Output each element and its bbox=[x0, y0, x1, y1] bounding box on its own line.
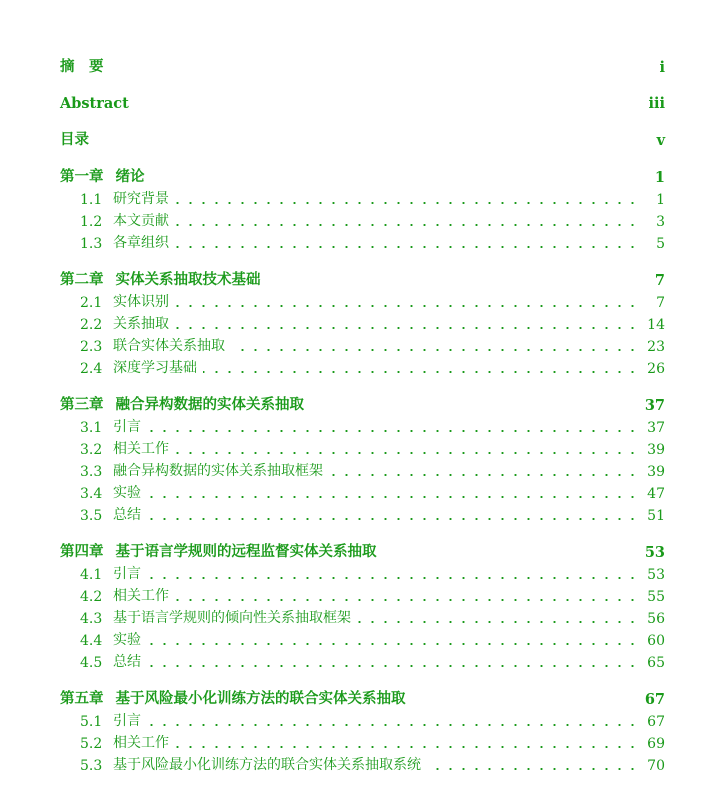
section-number: 2.1 bbox=[80, 295, 103, 311]
toc-section-2-3[interactable] bbox=[80, 335, 665, 355]
chapter-number: 第三章 bbox=[60, 396, 104, 413]
dot-leader bbox=[147, 430, 639, 432]
toc-section-4-1[interactable] bbox=[80, 563, 665, 583]
section-number: 5.1 bbox=[80, 714, 103, 730]
dot-leader bbox=[175, 599, 639, 601]
toc-entry-abstract-en[interactable] bbox=[60, 92, 665, 112]
toc-entry-abstract-cn[interactable] bbox=[60, 56, 665, 76]
section-title: 实验 bbox=[113, 485, 141, 501]
dot-leader bbox=[175, 305, 639, 307]
chapter-page: 7 bbox=[654, 272, 665, 289]
section-title: 深度学习基础 bbox=[113, 360, 197, 376]
chapter-title: 基于风险最小化训练方法的联合实体关系抽取 bbox=[115, 690, 406, 707]
dot-leader bbox=[175, 246, 639, 248]
dot-leader bbox=[147, 577, 639, 579]
chapter-number: 第一章 bbox=[60, 168, 104, 185]
chapter-title: 绪论 bbox=[115, 168, 145, 185]
toc-entry-page: v bbox=[656, 132, 665, 149]
section-title: 引言 bbox=[113, 713, 141, 729]
toc-section-5-1[interactable] bbox=[80, 710, 665, 730]
toc-section-3-3[interactable] bbox=[80, 460, 665, 480]
toc-entry-page: i bbox=[659, 59, 665, 76]
chapter-page: 37 bbox=[644, 397, 665, 414]
section-title: 相关工作 bbox=[113, 588, 169, 604]
section-page: 60 bbox=[647, 633, 665, 649]
section-title: 引言 bbox=[113, 419, 141, 435]
toc-chapter-3[interactable] bbox=[60, 394, 665, 414]
chapter-page: 53 bbox=[644, 544, 665, 561]
section-title: 各章组织 bbox=[113, 235, 169, 251]
dot-leader bbox=[175, 452, 639, 454]
section-title: 引言 bbox=[113, 566, 141, 582]
section-number: 4.4 bbox=[80, 633, 103, 649]
section-page: 47 bbox=[647, 486, 665, 502]
toc-chapter-4[interactable] bbox=[60, 541, 665, 561]
toc-section-4-3[interactable] bbox=[80, 607, 665, 627]
section-title: 基于语言学规则的倾向性关系抽取框架 bbox=[113, 610, 351, 626]
toc-section-5-2[interactable] bbox=[80, 732, 665, 752]
toc-section-1-2[interactable] bbox=[80, 210, 665, 230]
toc-section-1-3[interactable] bbox=[80, 232, 665, 252]
chapter-title: 基于语言学规则的远程监督实体关系抽取 bbox=[115, 543, 377, 560]
toc-section-3-4[interactable] bbox=[80, 482, 665, 502]
section-title: 相关工作 bbox=[113, 441, 169, 457]
section-number: 2.3 bbox=[80, 339, 103, 355]
section-page: 14 bbox=[647, 317, 665, 333]
toc-section-1-1[interactable] bbox=[80, 188, 665, 208]
chapter-number: 第二章 bbox=[60, 271, 104, 288]
section-page: 56 bbox=[647, 611, 665, 627]
section-page: 53 bbox=[647, 567, 665, 583]
toc-chapter-5[interactable] bbox=[60, 688, 665, 708]
chapter-page: 67 bbox=[644, 691, 665, 708]
dot-leader bbox=[175, 224, 639, 226]
toc-section-2-1[interactable] bbox=[80, 291, 665, 311]
section-page: 55 bbox=[647, 589, 665, 605]
chapter-title: 融合异构数据的实体关系抽取 bbox=[115, 396, 304, 413]
toc-section-3-1[interactable] bbox=[80, 416, 665, 436]
section-page: 5 bbox=[656, 236, 665, 252]
section-page: 65 bbox=[647, 655, 665, 671]
section-title: 实体识别 bbox=[113, 294, 169, 310]
section-page: 1 bbox=[656, 192, 665, 208]
dot-leader bbox=[147, 518, 639, 520]
toc-section-2-4[interactable] bbox=[80, 357, 665, 377]
section-number: 1.2 bbox=[80, 214, 103, 230]
section-title: 基于风险最小化训练方法的联合实体关系抽取系统 bbox=[113, 757, 421, 773]
section-number: 3.2 bbox=[80, 442, 103, 458]
section-title: 关系抽取 bbox=[113, 316, 169, 332]
section-page: 39 bbox=[647, 464, 665, 480]
toc-section-3-5[interactable] bbox=[80, 504, 665, 524]
dot-leader bbox=[203, 371, 639, 373]
toc-section-3-2[interactable] bbox=[80, 438, 665, 458]
section-number: 2.2 bbox=[80, 317, 103, 333]
chapter-number: 第五章 bbox=[60, 690, 104, 707]
section-number: 1.3 bbox=[80, 236, 103, 252]
section-page: 69 bbox=[647, 736, 665, 752]
section-page: 67 bbox=[647, 714, 665, 730]
section-number: 3.4 bbox=[80, 486, 103, 502]
dot-leader bbox=[175, 202, 639, 204]
toc-entry-title: Abstract bbox=[60, 95, 129, 112]
section-page: 37 bbox=[647, 420, 665, 436]
section-title: 相关工作 bbox=[113, 735, 169, 751]
section-title: 实验 bbox=[113, 632, 141, 648]
dot-leader bbox=[175, 327, 639, 329]
section-page: 51 bbox=[647, 508, 665, 524]
section-page: 23 bbox=[647, 339, 665, 355]
section-title: 融合异构数据的实体关系抽取框架 bbox=[113, 463, 323, 479]
section-number: 3.1 bbox=[80, 420, 103, 436]
section-title: 总结 bbox=[113, 507, 141, 523]
toc-section-2-2[interactable] bbox=[80, 313, 665, 333]
dot-leader bbox=[427, 768, 639, 770]
section-page: 26 bbox=[647, 361, 665, 377]
toc-section-4-4[interactable] bbox=[80, 629, 665, 649]
section-page: 3 bbox=[656, 214, 665, 230]
dot-leader bbox=[147, 724, 639, 726]
dot-leader bbox=[147, 665, 639, 667]
section-title: 总结 bbox=[113, 654, 141, 670]
dot-leader bbox=[175, 746, 639, 748]
dot-leader bbox=[147, 496, 639, 498]
section-number: 4.1 bbox=[80, 567, 103, 583]
dot-leader bbox=[147, 643, 639, 645]
dot-leader bbox=[329, 474, 639, 476]
section-number: 3.5 bbox=[80, 508, 103, 524]
section-number: 4.5 bbox=[80, 655, 103, 671]
dot-leader bbox=[231, 349, 639, 351]
toc-chapter-1[interactable] bbox=[60, 166, 665, 186]
section-number: 4.3 bbox=[80, 611, 103, 627]
chapter-number: 第四章 bbox=[60, 543, 104, 560]
chapter-page: 1 bbox=[654, 169, 665, 186]
section-page: 7 bbox=[656, 295, 665, 311]
toc-section-5-3[interactable] bbox=[80, 754, 665, 774]
toc-chapter-2[interactable] bbox=[60, 269, 665, 289]
chapter-title: 实体关系抽取技术基础 bbox=[115, 271, 261, 288]
section-page: 70 bbox=[647, 758, 665, 774]
toc-entry-title: 目录 bbox=[60, 131, 89, 148]
toc-entry-page: iii bbox=[648, 95, 665, 112]
section-title: 本文贡献 bbox=[113, 213, 169, 229]
section-page: 39 bbox=[647, 442, 665, 458]
section-number: 1.1 bbox=[80, 192, 103, 208]
section-title: 联合实体关系抽取 bbox=[113, 338, 225, 354]
section-number: 2.4 bbox=[80, 361, 103, 377]
section-number: 4.2 bbox=[80, 589, 103, 605]
toc-entry-contents[interactable] bbox=[60, 129, 665, 149]
toc-section-4-5[interactable] bbox=[80, 651, 665, 671]
section-number: 5.3 bbox=[80, 758, 103, 774]
toc-section-4-2[interactable] bbox=[80, 585, 665, 605]
section-title: 研究背景 bbox=[113, 191, 169, 207]
section-number: 3.3 bbox=[80, 464, 103, 480]
dot-leader bbox=[357, 621, 639, 623]
section-number: 5.2 bbox=[80, 736, 103, 752]
toc-entry-title: 摘 要 bbox=[60, 58, 104, 75]
